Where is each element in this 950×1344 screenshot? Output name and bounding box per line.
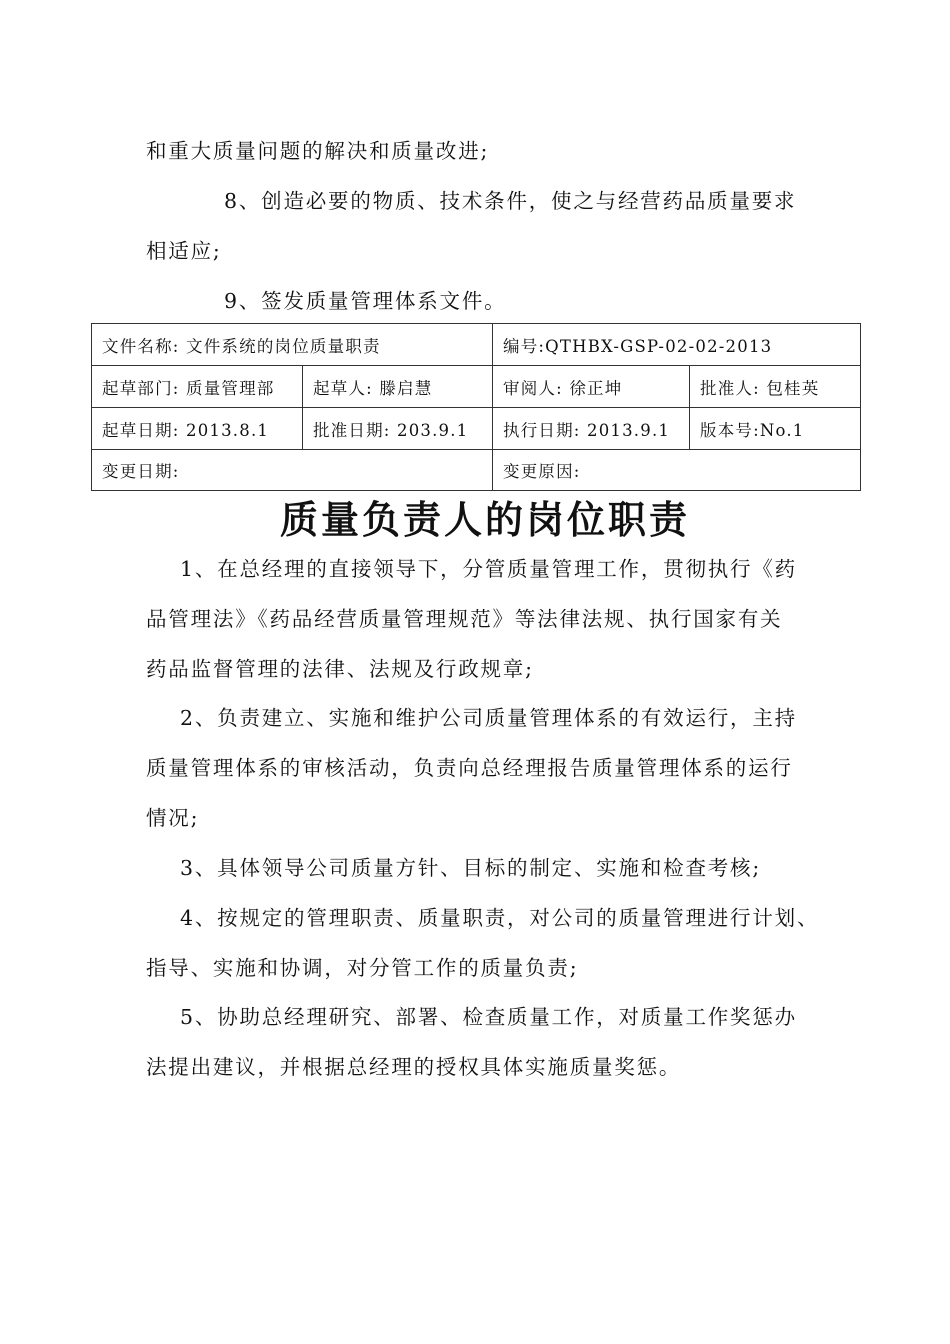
text-line: 8、创造必要的物质、技术条件，使之与经营药品质量要求 [224, 189, 797, 213]
text-line: 质量管理体系的审核活动，负责向总经理报告质量管理体系的运行 [146, 756, 793, 780]
version-value: No.1 [759, 420, 805, 440]
text-line: 相适应; [146, 239, 222, 263]
text-line: 情况; [146, 806, 200, 830]
text-line: 4、按规定的管理职责、质量职责，对公司的质量管理进行计划、 [180, 906, 820, 930]
doc-number-label: 编号: [503, 336, 546, 356]
text-line: 1、在总经理的直接领导下，分管质量管理工作，贯彻执行《药 [180, 557, 797, 581]
version-label: 版本号: [700, 420, 760, 440]
draft-dept-label: 起草部门: [102, 378, 180, 398]
file-name-label: 文件名称: [102, 336, 180, 356]
text-line: 3、具体领导公司质量方针、目标的制定、实施和检查考核; [180, 856, 762, 880]
exec-date-value: 2013.9.1 [587, 420, 671, 440]
page-title: 质量负责人的岗位职责 [279, 498, 690, 542]
version-cell [690, 408, 861, 450]
change-date-cell [92, 450, 493, 491]
exec-date-label: 执行日期: [503, 420, 581, 440]
text-line: 药品监督管理的法律、法规及行政规章; [146, 657, 534, 681]
draft-dept-value: 质量管理部 [186, 378, 275, 398]
drafter-value: 滕启慧 [379, 378, 433, 398]
document-info-table [91, 323, 861, 491]
table-row [92, 450, 861, 491]
table-row [92, 366, 861, 408]
text-line: 品管理法》《药品经营质量管理规范》等法律法规、执行国家有关 [146, 607, 783, 631]
text-line: 2、负责建立、实施和维护公司质量管理体系的有效运行，主持 [180, 706, 797, 730]
file-name-cell [92, 324, 493, 366]
approve-date-cell [303, 408, 493, 450]
doc-number-cell [493, 324, 861, 366]
doc-number-value: QTHBX-GSP-02-02-2013 [545, 336, 773, 356]
approve-date-value: 203.9.1 [397, 420, 469, 440]
text-line: 法提出建议，并根据总经理的授权具体实施质量奖惩。 [146, 1055, 682, 1079]
text-line: 9、签发质量管理体系文件。 [224, 289, 507, 313]
text-line: 指导、实施和协调，对分管工作的质量负责; [146, 956, 579, 980]
table-row [92, 408, 861, 450]
exec-date-cell [493, 408, 690, 450]
text-line: 和重大质量问题的解决和质量改进; [146, 139, 490, 163]
reviewer-label: 审阅人: [503, 378, 563, 398]
reviewer-cell [493, 366, 690, 408]
text-line: 5、协助总经理研究、部署、检查质量工作，对质量工作奖惩办 [180, 1005, 797, 1029]
drafter-cell [303, 366, 493, 408]
file-name-value: 文件系统的岗位质量职责 [186, 336, 381, 356]
draft-date-value: 2013.8.1 [186, 420, 270, 440]
approver-value: 包桂英 [766, 378, 820, 398]
approver-label: 批准人: [700, 378, 760, 398]
change-date-label: 变更日期: [102, 462, 180, 481]
approver-cell [690, 366, 861, 408]
change-reason-label: 变更原因: [503, 462, 581, 481]
draft-date-label: 起草日期: [102, 420, 180, 440]
table-row [92, 324, 861, 366]
draft-date-cell [92, 408, 303, 450]
approve-date-label: 批准日期: [313, 420, 391, 440]
change-reason-cell [493, 450, 861, 491]
draft-dept-cell [92, 366, 303, 408]
reviewer-value: 徐正坤 [569, 378, 623, 398]
drafter-label: 起草人: [313, 378, 373, 398]
